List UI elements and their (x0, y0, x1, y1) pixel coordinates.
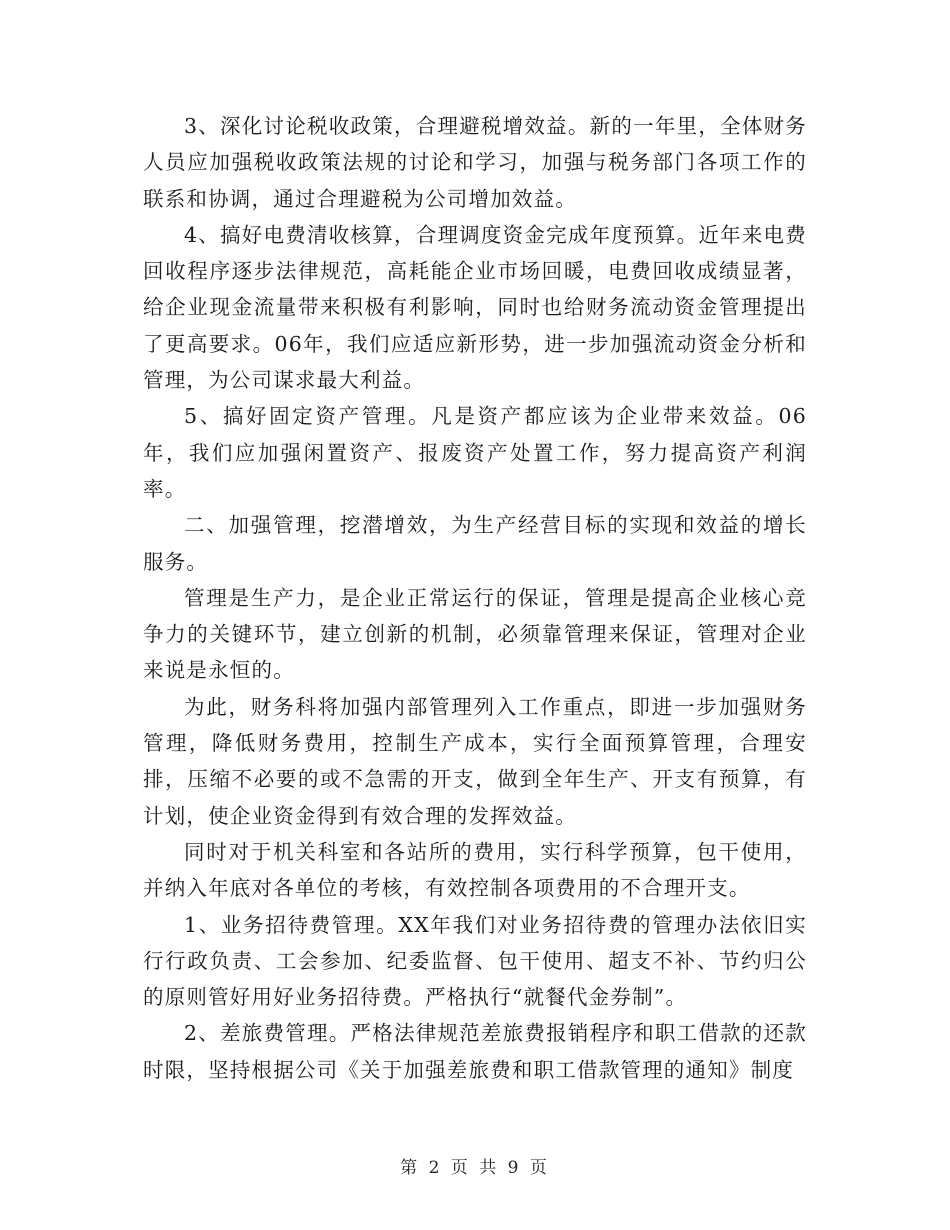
paragraph-tax-policy: 3、深化讨论税收政策，合理避税增效益。新的一年里，全体财务人员应加强税收政策法规的讨论和学习，加强与税务部门各项工作的联系和协调，通过合理避税为公司增加效益。 (143, 114, 807, 211)
section-heading-management: 二、加强管理，挖潜增效，为生产经营目标的实现和效益的增长服务。 (143, 513, 807, 574)
paragraph-department-expenses: 同时对于机关科室和各站所的费用，实行科学预算，包干使用，并纳入年底对各单位的考核，有效控制各项费用的不合理开支。 (143, 839, 807, 901)
paragraph-hospitality-expenses: 1、业务招待费管理。XX年我们对业务招待费的管理办法依旧实行行政负责、工会参加、纪委监督、包干使用、超支不补、节约归公的原则管好用好业务招待费。严格执行“就餐代金券制”。 (143, 912, 807, 1010)
paragraph-management-productivity: 管理是生产力，是企业正常运行的保证，管理是提高企业核心竞争力的关键环节，建立创新的机制，必须靠管理来保证，管理对企业来说是永恒的。 (143, 585, 807, 683)
paragraph-internal-management: 为此，财务科将加强内部管理列入工作重点，即进一步加强财务管理，降低财务费用，控制生产成本，实行全面预算管理，合理安排，压缩不必要的或不急需的开支，做到全年生产、开支有预算，有计划，使企业资金得到有效合理的发挥效益。 (143, 694, 807, 828)
paragraph-fixed-assets: 5、搞好固定资产管理。凡是资产都应该为企业带来效益。06年，我们应加强闲置资产、报废资产处置工作，努力提高资产利润率。 (143, 404, 807, 501)
page-number: 第 2 页 共 9 页 (400, 1158, 550, 1178)
paragraph-electricity-fees: 4、搞好电费清收核算，合理调度资金完成年度预算。近年来电费回收程序逐步法律规范，高耗能企业市场回暖，电费回收成绩显著，给企业现金流量带来积极有利影响，同时也给财务流动资金管理提出了更高要求。06年，我们应适应新形势，进一步加强流动资金分析和管理，为公司谋求最大利益。 (143, 222, 807, 393)
document-body (143, 108, 807, 1088)
paragraph-travel-expenses: 2、差旅费管理。严格法律规范差旅费报销程序和职工借款的还款时限，坚持根据公司《关于加强差旅费和职工借款管理的通知》制度 (143, 1021, 807, 1082)
